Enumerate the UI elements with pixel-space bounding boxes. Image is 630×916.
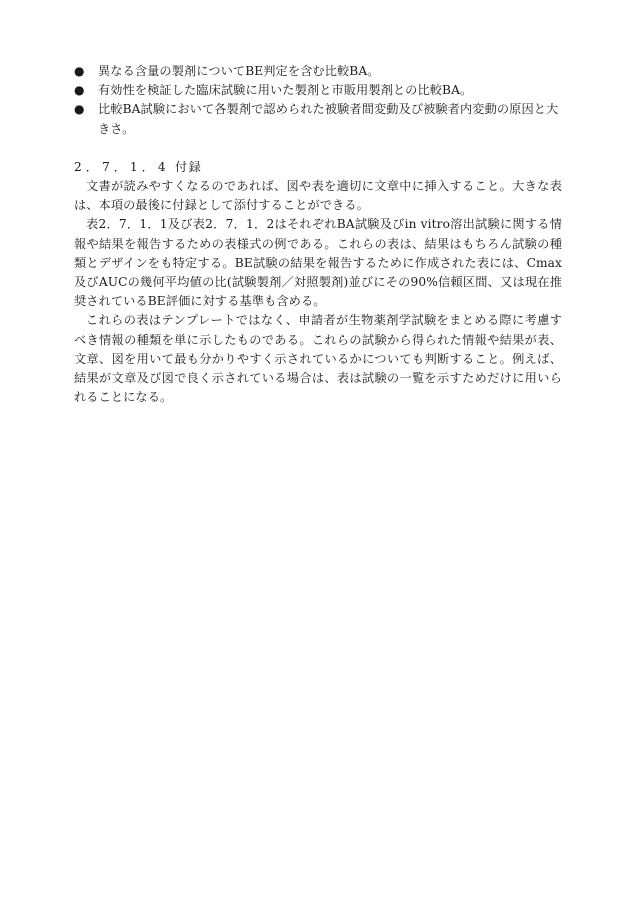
paragraph: 表2．7．1．1及び表2．7．1．2はそれぞれBA試験及びin vitro溶出試験に関する情報や結果を報告するための表様式の例である。これらの表は、結果はもちろん試験の種類とデザインをも特定する。BE試験の結果を報告するために作成された表には、Cmax及びAUCの幾何平均値の比(試験製剤／対照製剤)並びにその90%信頼区間、又は現在推奨されているBE評価に対する基準も含める。: [74, 217, 562, 309]
paragraph: 文書が読みやすくなるのであれば、図や表を適切に文章中に挿入すること。大きな表は、本項の最後に付録として添付することができる。: [74, 179, 562, 213]
document-page: [74, 62, 562, 407]
section-heading: [74, 158, 562, 177]
bullet-text: 比較BA試験において各製剤で認められた被験者間変動及び被験者内変動の原因と大きさ。: [98, 102, 559, 136]
bullet-item: [74, 100, 562, 138]
paragraph: これらの表はテンプレートではなく、申請者が生物薬剤学試験をまとめる際に考慮すべき情報の種類を単に示したものである。これらの試験から得られた情報や結果が表、文章、図を用いて最も分かりやすく示されているかについても判断すること。例えば、結果が文章及び図で良く示されている場合は、表は試験の一覧を示すためだけに用いられることになる。: [74, 313, 562, 405]
bullet-text: 有効性を検証した臨床試験に用いた製剤と市販用製剤との比較BA。: [98, 83, 473, 98]
bullet-marker-icon: ●: [74, 64, 85, 78]
bullet-list: [74, 62, 562, 139]
bullet-item: [74, 81, 562, 100]
section-title: 付録: [174, 159, 203, 174]
bullet-text: 異なる含量の製剤についてBE判定を含む比較BA。: [98, 64, 380, 78]
bullet-marker-icon: ●: [74, 102, 85, 117]
section-number: 2．7．1．4: [74, 159, 170, 174]
bullet-marker-icon: ●: [74, 83, 85, 98]
bullet-item: [74, 62, 562, 81]
